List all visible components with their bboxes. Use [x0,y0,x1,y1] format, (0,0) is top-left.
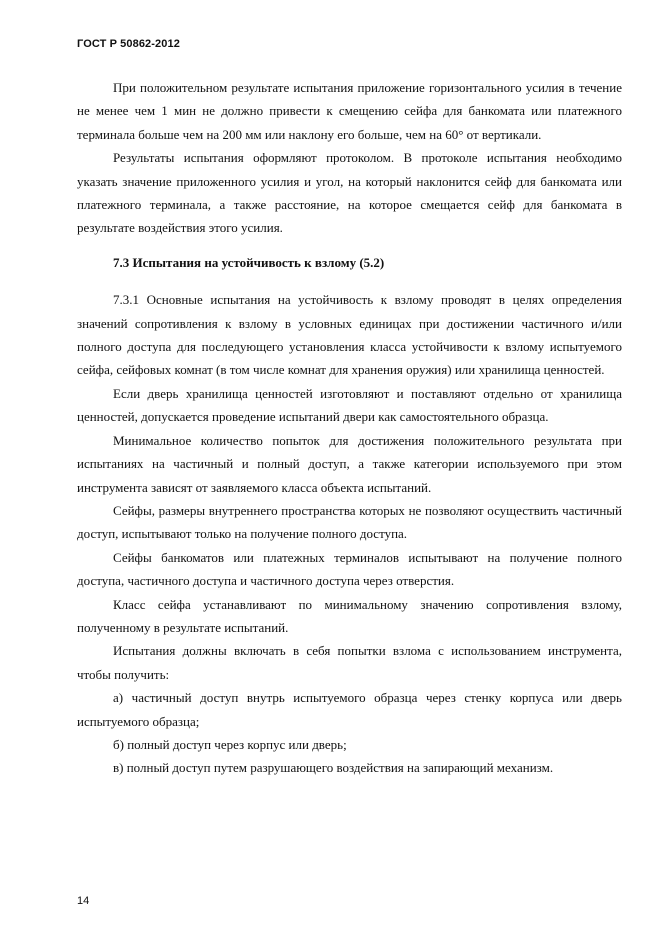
section-heading: 7.3 Испытания на устойчивость к взлому (5.2) [113,254,385,270]
paragraph: Сейфы банкоматов или платежных терминалов испытывают на получение полного доступа, частичного доступа и частичного доступа через отверстия. [77,549,622,589]
paragraph: Сейфы, размеры внутреннего пространства которых не позволяют осуществить частичный доступ, испытывают только на получение полного доступа. [77,502,622,542]
paragraph: 7.3.1 Основные испытания на устойчивость к взлому проводят в целях определения значений сопротивления к взлому в условных единицах при достижении частичного и/или полного доступа для последующего установления класса устойчивости к взлому испытуемого сейфа, сейфовых комнат (в том числе комнат для хранения оружия) или хранилища ценностей. [77,292,622,378]
paragraph: Испытания должны включать в себя попытки взлома с использованием инструмента, чтобы получить: [77,643,622,682]
paragraph: Результаты испытания оформляют протоколом. В протоколе испытания необходимо указать значение приложенного усилия и угол, на который наклонится сейф для банкомата или платежного терминала, а также расстояние, на которое смещается сейф для банкомата в результате воздействия этого усилия. [77,150,622,236]
list-item: а) частичный доступ внутрь испытуемого образца через стенку корпуса или дверь испытуемого образца; [77,690,622,729]
paragraph: Класс сейфа устанавливают по минимальному значению сопротивления взлому, полученному в результате испытаний. [77,596,622,635]
page-number: 14 [77,895,90,907]
paragraph: Минимальное количество попыток для достижения положительного результата при испытаниях на частичный и полный доступ, а также категории используемого при этом инструмента зависят от заявляемого класса объекта испытаний. [77,432,622,495]
paragraph: Если дверь хранилища ценностей изготовляют и поставляют отдельно от хранилища ценностей, допускается проведение испытаний двери как самостоятельного образца. [77,385,622,425]
page-body [77,76,622,780]
list-item: в) полный доступ путем разрушающего воздействия на запирающий механизм. [113,760,554,776]
paragraph: При положительном результате испытания приложение горизонтального усилия в течение не менее чем 1 мин не должно привести к смещению сейфа для банкомата или платежного терминала больше чем на 200 мм или наклону его больше, чем на 60° от вертикали. [77,80,622,142]
document-header: ГОСТ Р 50862-2012 [77,38,180,50]
list-item: б) полный доступ через корпус или дверь; [113,736,347,752]
